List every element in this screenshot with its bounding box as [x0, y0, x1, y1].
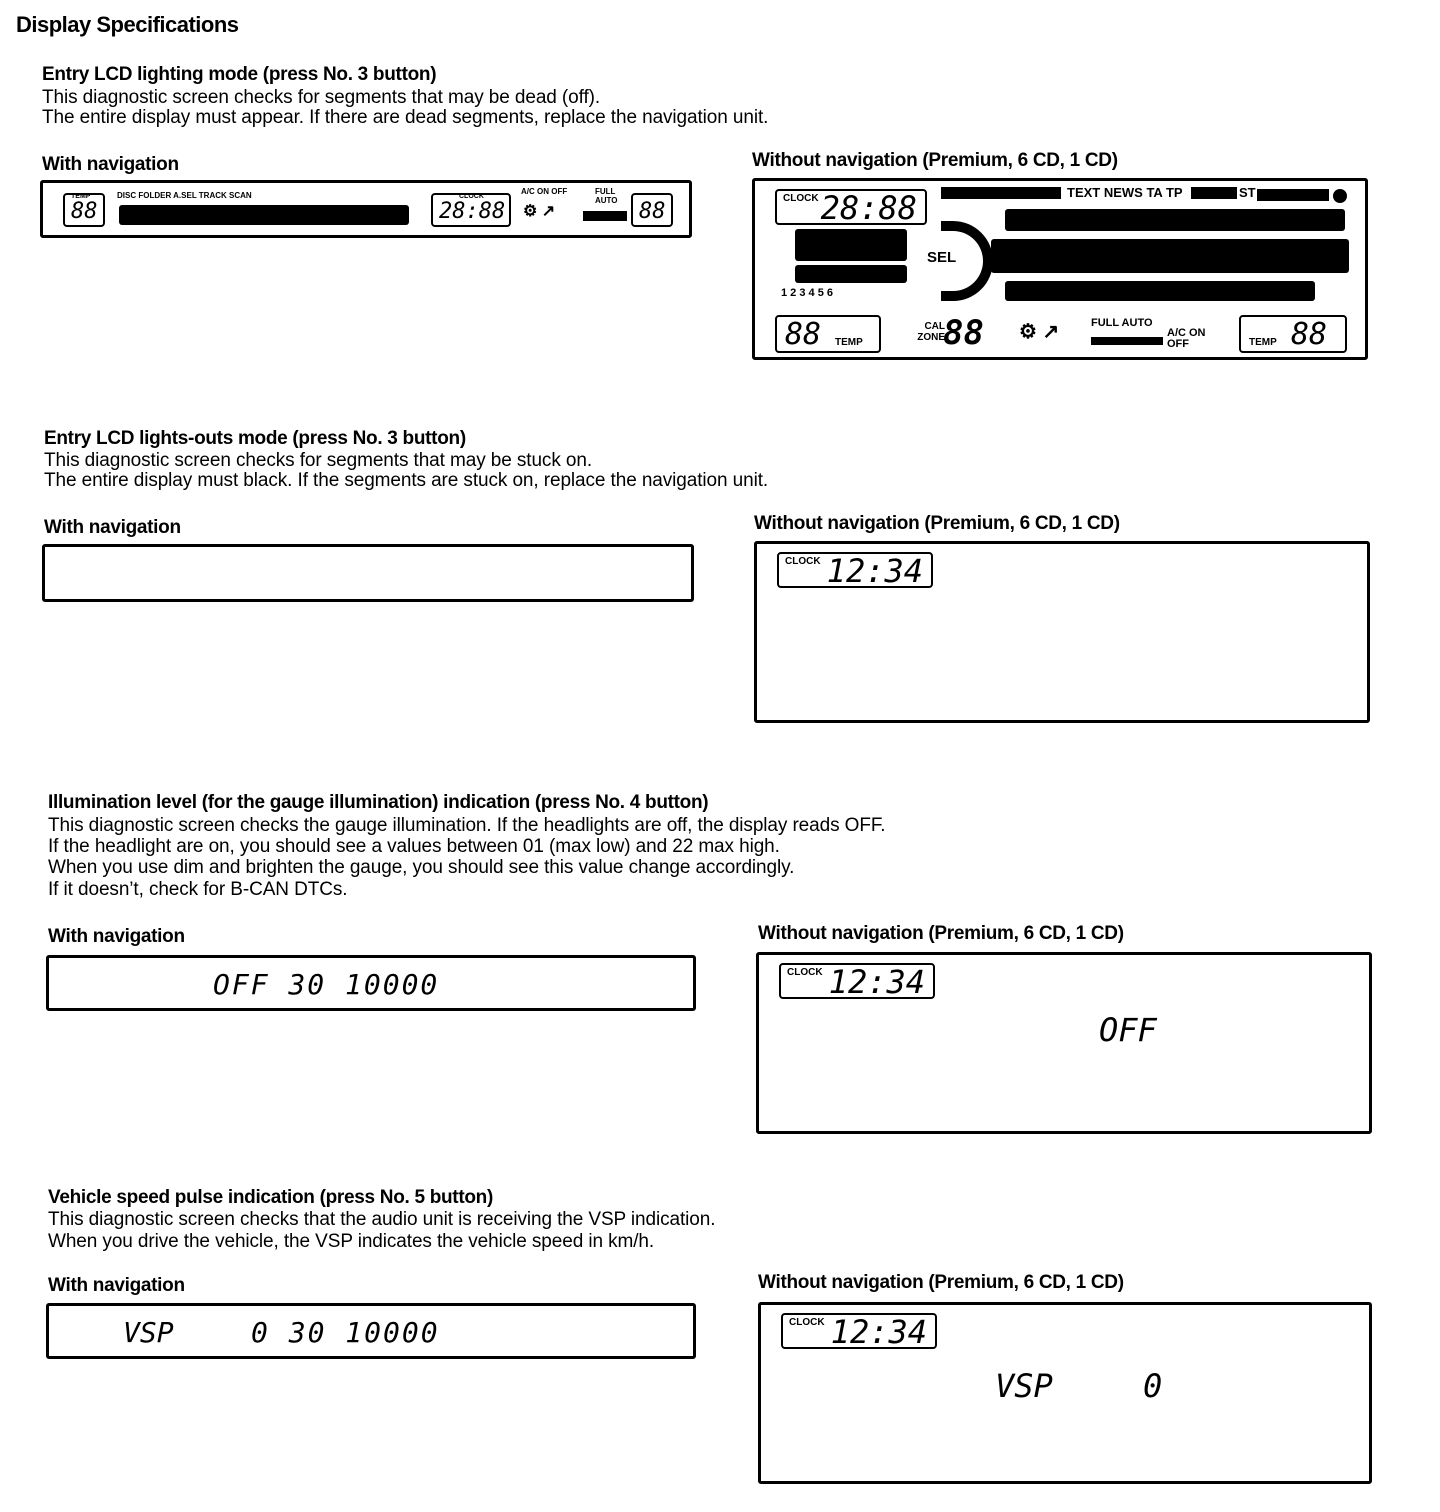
mode-labels: DISC FOLDER A.SEL TRACK SCAN: [117, 191, 252, 200]
selector-arc: [941, 221, 993, 301]
temp-right-value: 88: [639, 199, 666, 224]
with-navigation-label: With navigation: [44, 517, 181, 538]
section-text-line: If the headlight are on, you should see a values between 01 (max low) and 22 max high.: [48, 836, 780, 857]
clock-tag: CLOCK: [459, 193, 484, 200]
full-auto-label: FULL AUTO: [595, 187, 618, 205]
segment-block: [795, 229, 907, 261]
illumination-readout: OFF 30 10000: [213, 968, 440, 1001]
lcd-blank-with-nav: [42, 544, 694, 602]
section-text-line: This diagnostic screen checks for segments that may be stuck on.: [44, 450, 593, 471]
lcd-vsp-without-nav: [758, 1302, 1372, 1484]
clock-frame: [431, 193, 511, 227]
segment-bar: [119, 205, 409, 225]
zone-value: 88: [943, 313, 984, 353]
illumination-readout: OFF: [1099, 1011, 1157, 1049]
clock-value: 12:34: [828, 963, 925, 1001]
segment-block: [795, 265, 907, 283]
section-text-line: When you drive the vehicle, the VSP indicates the vehicle speed in km/h.: [48, 1231, 655, 1252]
vsp-readout: 0 30 10000: [251, 1316, 440, 1349]
vsp-label: VSP: [995, 1367, 1053, 1405]
with-navigation-label: With navigation: [48, 926, 185, 947]
without-navigation-label: Without navigation (Premium, 6 CD, 1 CD): [754, 513, 1120, 534]
fan-icon: ⚙ ↗: [523, 203, 556, 220]
clock-frame: [777, 552, 933, 588]
lcd-full-without-nav: [752, 178, 1368, 360]
without-navigation-label: Without navigation (Premium, 6 CD, 1 CD): [758, 923, 1124, 944]
without-navigation-label: Without navigation (Premium, 6 CD, 1 CD): [758, 1272, 1124, 1293]
ac-off-label: OFF: [1167, 338, 1189, 350]
temp-right-frame: [1239, 315, 1347, 353]
fan-level-bar: [583, 211, 627, 221]
section-text-line: This diagnostic screen checks that the audio unit is receiving the VSP indication.: [48, 1209, 716, 1230]
clock-value: 28:88: [820, 189, 917, 227]
temp-right-value: 88: [1291, 317, 1328, 352]
page-title: Display Specifications: [16, 12, 239, 37]
clock-tag: CLOCK: [789, 1317, 825, 1328]
temp-tag: TEMP: [1249, 337, 1277, 348]
with-navigation-label: With navigation: [42, 154, 179, 175]
clock-frame: [779, 963, 935, 999]
segment-row: [1005, 209, 1345, 231]
lcd-blank-without-nav: [754, 541, 1370, 723]
section-heading-illumination: Illumination level (for the gauge illumination) indication (press No. 4 button): [48, 792, 709, 813]
sel-label: SEL: [927, 249, 957, 266]
section-heading-vsp: Vehicle speed pulse indication (press No. 5 button): [48, 1187, 494, 1208]
clock-tag: CLOCK: [783, 193, 819, 204]
section-text-line: This diagnostic screen checks the gauge illumination. If the headlights are off, the display reads OFF.: [48, 815, 886, 836]
segment-bar: [941, 187, 1061, 199]
temp-tag: TEMP: [835, 337, 863, 348]
without-navigation-label: Without navigation (Premium, 6 CD, 1 CD): [752, 150, 1118, 171]
section-heading-lighting-mode: Entry LCD lighting mode (press No. 3 button): [42, 64, 437, 85]
lcd-full-with-nav: [40, 180, 692, 238]
lcd-vsp-with-nav: [46, 1303, 696, 1359]
temp-left-value: 88: [785, 317, 822, 352]
temp-tag: TEMP: [71, 193, 91, 200]
section-text-line: If it doesn’t, check for B-CAN DTCs.: [48, 879, 348, 900]
indicator-dot: [1333, 189, 1347, 203]
clock-value: 28:88: [439, 199, 506, 224]
clock-tag: CLOCK: [785, 556, 821, 567]
temp-left-value: 88: [71, 199, 98, 224]
clock-value: 12:34: [830, 1313, 927, 1351]
section-text-line: The entire display must black. If the segments are stuck on, replace the navigation unit.: [44, 470, 769, 491]
vsp-label: VSP: [123, 1316, 174, 1349]
clock-frame: [781, 1313, 937, 1349]
section-text-line: When you use dim and brighten the gauge, you should see this value change accordingly.: [48, 857, 795, 878]
cal-zone-label: CAL ZONE: [917, 321, 945, 343]
st-label: ST: [1239, 185, 1256, 200]
ac-label: A/C ON OFF: [521, 187, 568, 196]
with-navigation-label: With navigation: [48, 1275, 185, 1296]
signal-bar: [1257, 189, 1329, 201]
segment-row: [1005, 281, 1315, 301]
fan-level-bar: [1091, 337, 1163, 345]
section-heading-lights-out-mode: Entry LCD lights-outs mode (press No. 3 button): [44, 428, 466, 449]
preset-labels: 1 2 3 4 5 6: [781, 287, 833, 299]
section-text-line: The entire display must appear. If there are dead segments, replace the navigation unit.: [42, 107, 769, 128]
fan-icon: ⚙ ↗: [1019, 321, 1060, 343]
segment-bar: [1191, 187, 1237, 199]
temp-right-frame: [631, 193, 673, 227]
lcd-illumination-with-nav: [46, 955, 696, 1011]
temp-left-frame: [63, 193, 105, 227]
rds-labels: TEXT NEWS TA TP: [1067, 185, 1183, 200]
segment-row: [991, 239, 1349, 273]
clock-frame: [775, 189, 927, 225]
lcd-illumination-without-nav: [756, 952, 1372, 1134]
clock-value: 12:34: [826, 552, 923, 590]
section-text-line: This diagnostic screen checks for segments that may be dead (off).: [42, 87, 601, 108]
clock-tag: CLOCK: [787, 967, 823, 978]
temp-left-frame: [775, 315, 881, 353]
full-auto-label: FULL AUTO: [1091, 317, 1153, 329]
vsp-value: 0: [1143, 1367, 1163, 1405]
ac-on-label: A/C ON: [1167, 327, 1206, 339]
